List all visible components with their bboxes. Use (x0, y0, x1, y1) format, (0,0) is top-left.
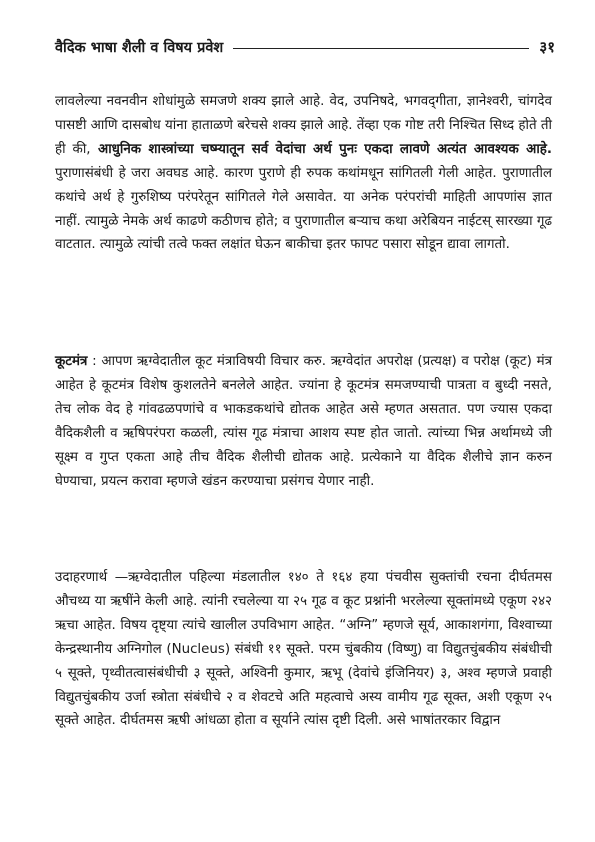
page-header (55, 36, 555, 58)
paragraph-1-text-end: पुराणासंबंधी हे जरा अवघड आहे. कारण पुराणे ही रुपक कथांमधून सांगितली गेली आहेत. पुराणातील कथांचे अर्थ हे गुरुशिष्य परंपरेतून सांगितले गेले असावेत. या अनेक परंपरांची माहिती आपणांस ज्ञात नाहीं. त्यामुळे नेमके अर्थ काढणे कठीणच होते; व पुराणातील बऱ्याच कथा अरेबियन नाईटस् सारख्या गूढ वाटतात. त्यामुळे त्यांची तत्वे फक्त लक्षांत घेऊन बाकीचा इतर फापट पसारा सोडून द्यावा लागतो. (55, 165, 552, 253)
page-number: ३१ (539, 38, 555, 56)
paragraph-1-text-start: लावलेल्या नवनवीन शोधांमुळे समजणे शक्य झाले आहे. वेद, उपनिषदे, भगवद्‌गीता, ज्ञानेश्वरी, चांगदेव पासष्टी आणि दासबोध यांना हाताळणे बरेचसे शक्य झाले आहे. तेंव्हा एक गोष्ट तरी निश्चित सिध्द होते ती ही की, (55, 94, 552, 157)
paragraph-2 (55, 350, 552, 493)
header-rule (233, 48, 529, 49)
paragraph-3 (55, 566, 552, 733)
paragraph-1-bold-statement: आधुनिक शास्त्रांच्या चष्म्यातून सर्व वेदांचा अर्थ पुनः एकदा लावणे अत्यंत आवश्यक आहे. (90, 141, 552, 157)
paragraph-2-lead-term: कूटमंत्र (55, 354, 88, 369)
paragraph-3-text: उदाहरणार्थ —ऋग्वेदातील पहिल्या मंडलातील १४० ते १६४ हया पंचवीस सुक्तांची रचना दीर्घतमस औचथ्य या ऋषींने केली आहे. त्यांनी रचलेल्या या २५ गूढ व कूट प्रश्नांनी भरलेल्या सूक्तांमध्ये एकूण २४२ ऋचा आहेत. विषय दृष्ट्या त्यांचे खालील उपविभाग आहेत. “अग्नि” म्हणजे सूर्य, आकाशगंगा, विश्वाच्या केन्द्रस्थानीय अग्निगोल (Nucleus) संबंधी ११ सूक्ते. परम चुंबकीय (विष्णु) वा विद्युतचुंबकीय संबंधीची ५ सूक्ते, पृथ्वीतत्वासंबंधीची ३ सूक्ते, अश्विनी कुमार, ऋभू (देवांचे इंजिनियर) ३, अश्व म्हणजे प्रवाही विद्युतचुंबकीय उर्जा स्त्रोता संबंधीचे २ व शेवटचे अति महत्वाचे अस्य वामीय गूढ सूक्त, अशी एकूण २५ सूक्ते आहेत. दीर्घतमस ऋषी आंधळा होता व सूर्याने त्यांस दृष्टी दिली. असे भाषांतरकार विद्वान (55, 570, 552, 729)
paragraph-2-text: : आपण ऋग्वेदातील कूट मंत्राविषयी विचार करु. ऋग्वेदांत अपरोक्ष (प्रत्यक्ष) व परोक्ष (कूट) मंत्र आहेत हे कूटमंत्र विशेष कुशलतेने बनलेले आहेत. ज्यांना हे कूटमंत्र समजण्याची पात्रता व बुध्दी नसते, तेच लोक वेद हे गांवढळपणांचे व भाकडकथांचे द्योतक आहेत असे म्हणत असतात. पण ज्यास एकदा वैदिकशैली व ऋषिपरंपरा कळली, त्यांस गूढ मंत्राचा आशय स्पष्ट होत जातो. त्यांच्या भिन्न अर्थामध्ये जी सूक्ष्म व गुप्त एकता आहे तीच वैदिक शैलीची द्योतक आहे. प्रत्येकाने या वैदिक शैलीचे ज्ञान करुन घेण्याचा, प्रयत्न करावा म्हणजे खंडन करण्याचा प्रसंगच येणार नाही. (55, 354, 552, 489)
running-title: वैदिक भाषा शैली व विषय प्रवेश (55, 40, 224, 56)
paragraph-1 (55, 90, 552, 257)
